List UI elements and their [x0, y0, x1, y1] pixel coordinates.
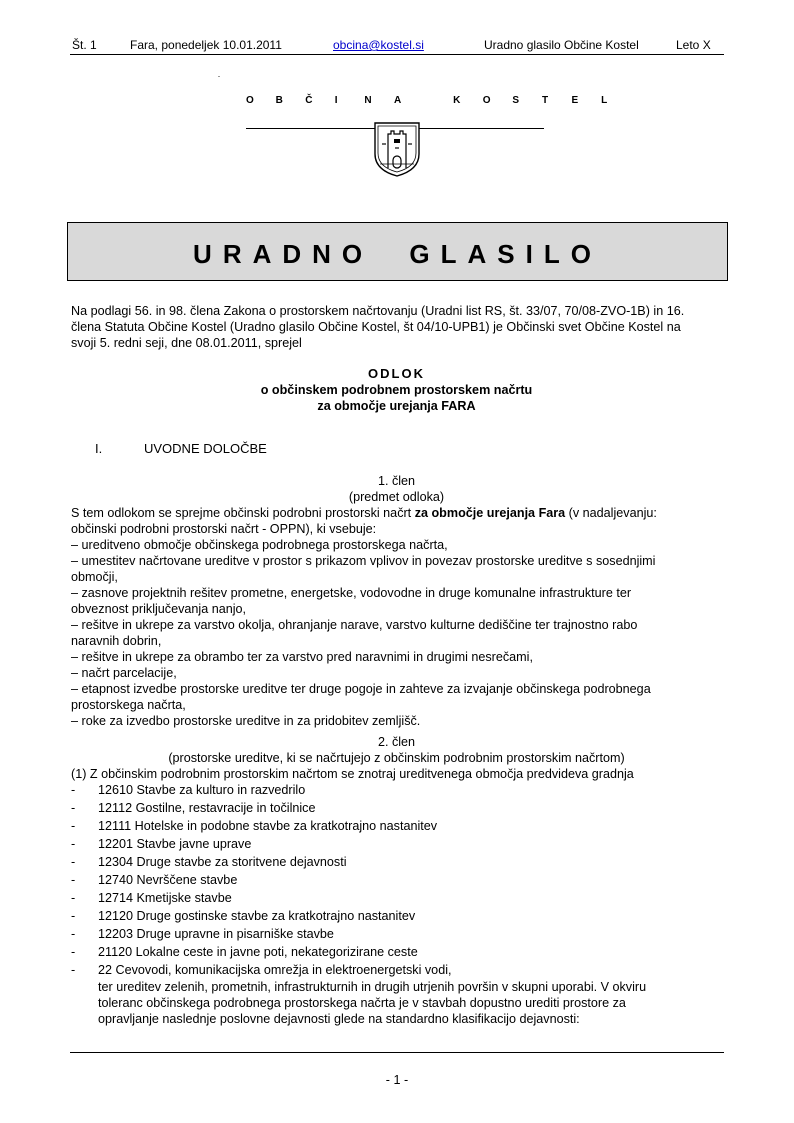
issue-number: Št. 1 [72, 38, 97, 52]
list-item: – roke za izvedbo prostorske ureditve in za pridobitev zemljišč. [71, 714, 421, 728]
decree-subtitle-2: za območje urejanja FARA [317, 399, 476, 413]
list-item: naravnih dobrin, [71, 634, 162, 648]
list-item: - 12203 Druge upravne in pisarniške stavbe [71, 927, 334, 941]
decree-title: ODLOK [368, 366, 425, 381]
list-item: – zasnove projektnih rešitev prometne, energetske, vodovodne in druge komunalne infrastrukture ter [71, 586, 632, 600]
list-item: - 21120 Lokalne ceste in javne poti, nekategorizirane ceste [71, 945, 418, 959]
list-item: - 12111 Hotelske in podobne stavbe za kratkotrajno nastanitev [71, 819, 438, 833]
email-link[interactable]: obcina@kostel.si [333, 38, 424, 52]
list-item: – rešitve in ukrepe za varstvo okolja, ohranjanje narave, varstvo kulturne dediščine ter trajnostno rabo [71, 618, 638, 632]
footer-divider [70, 1052, 724, 1053]
section-number: I. [95, 441, 103, 456]
list-item: prostorskega načrta, [71, 698, 186, 712]
article-1-body: S tem odlokom se sprejme občinski podrobni prostorski načrt za območje urejanja Fara (v nadaljevanju: občinski podrobni prostorski načrt - OPPN), ki vsebuje: – ureditveno območje občinskega podrobnega prostorskega načrta, – umestitev načrtovane ureditve v prostor s prikazom vplivov in povezav prostorske ureditve s sosednjimi območji, – zasnove projektnih rešitev prometne, energetske, vodovodne in druge komunalne infrastrukture ter obveznost priključevanja nanjo, – rešitve in ukrepe za varstvo okolja, ohranjanje narave, varstvo kulturne dediščine ter trajnostno rabo naravnih dobrin, – rešitve in ukrepe za obrambo ter za varstvo pred naravnimi in drugimi nesrečami, – načrt parcelacije, – etapnost izvedbe prostorske ureditve ter druge pogoje in zahteve za izvajanje občinskega podrobnega prostorskega načrta, – roke za izvedbo prostorske ureditve in za pridobitev zemljišč. [71, 505, 722, 729]
list-item: - 12304 Druge stavbe za storitvene dejavnosti [71, 855, 347, 869]
article-2-intro: (1) Z občinskim podrobnim prostorskim načrtom se znotraj ureditvenega območja predvideva gradnja [71, 767, 634, 781]
running-header [70, 38, 724, 54]
list-item: - 12740 Nevrščene stavbe [71, 873, 238, 887]
list-item: – rešitve in ukrepe za obrambo ter za varstvo pred naravnimi in drugimi nesrečami, [71, 650, 533, 664]
list-item: - 12112 Gostilne, restavracije in točilnice [71, 801, 316, 815]
publication-name: Uradno glasilo Občine Kostel [484, 38, 639, 52]
page-number: - 1 - [385, 1073, 409, 1087]
gazette-title-box [67, 222, 728, 281]
list-item: – ureditveno območje občinskega podrobnega prostorskega načrta, [71, 538, 448, 552]
article-1-heading: 1. člen [377, 474, 416, 488]
list-item: – etapnost izvedbe prostorske ureditve ter druge pogoje in zahteve za izvajanje občinskega podrobnega [71, 682, 651, 696]
year-label: Leto X [676, 38, 711, 52]
article-1-subheading: (predmet odloka) [348, 490, 445, 504]
decree-subtitle-1: o občinskem podrobnem prostorskem načrtu [260, 383, 533, 397]
list-item: območji, [71, 570, 118, 584]
list-item: obveznost priključevanja nanjo, [71, 602, 247, 616]
place-date: Fara, ponedeljek 10.01.2011 [130, 38, 282, 52]
list-item: – umestitev načrtovane ureditve v prostor s prikazom vplivov in povezav prostorske ureditve s sosednjimi [71, 554, 656, 568]
scan-speck [218, 76, 220, 77]
article-2-subheading: (prostorske ureditve, ki se načrtujejo z občinskim podrobnim prostorskim načrtom) [168, 751, 625, 765]
section-title: UVODNE DOLOČBE [144, 441, 267, 456]
article-1-intro: S tem odlokom se sprejme občinski podrobni prostorski načrt za območje urejanja Fara (v nadaljevanju: [71, 506, 657, 520]
list-item: - 22 Cevovodi, komunikacijska omrežja in elektroenergetski vodi, [71, 963, 452, 977]
article-2-tail: ter ureditev zelenih, prometnih, infrastrukturnih in drugih utrjenih površin v skupni uporabi. V okviru toleranc občinskega podrobnega prostorskega načrta je v stavbah dopustno urediti prostore za opravljanje naslednje poslovne dejavnosti glede na standardno klasifikacijo dejavnosti: [98, 980, 647, 1026]
list-item: - 12120 Druge gostinske stavbe za kratkotrajno nastanitev [71, 909, 416, 923]
preamble: Na podlagi 56. in 98. člena Zakona o prostorskem načrtovanju (Uradni list RS, št. 33/07, 70/08-ZVO-1B) in 16. člena Statuta Občine Kostel (Uradno glasilo Občine Kostel, št 04/10-UPB1) je Občinski svet Občine Kostel na svoji 5. redni seji, dne 08.01.2011, sprejel [71, 304, 685, 350]
list-item: - 12714 Kmetijske stavbe [71, 891, 232, 905]
municipality-name: O B Č I N A K O S T E L [246, 95, 608, 106]
article-2-heading: 2. člen [377, 735, 416, 749]
list-item: - 12610 Stavbe za kulturo in razvedrilo [71, 783, 306, 797]
list-item: - 12201 Stavbe javne uprave [71, 837, 252, 851]
list-item: – načrt parcelacije, [71, 666, 177, 680]
coat-of-arms-icon [372, 120, 422, 178]
gazette-title: URADNO GLASILO [193, 239, 602, 269]
header-divider [70, 54, 724, 55]
